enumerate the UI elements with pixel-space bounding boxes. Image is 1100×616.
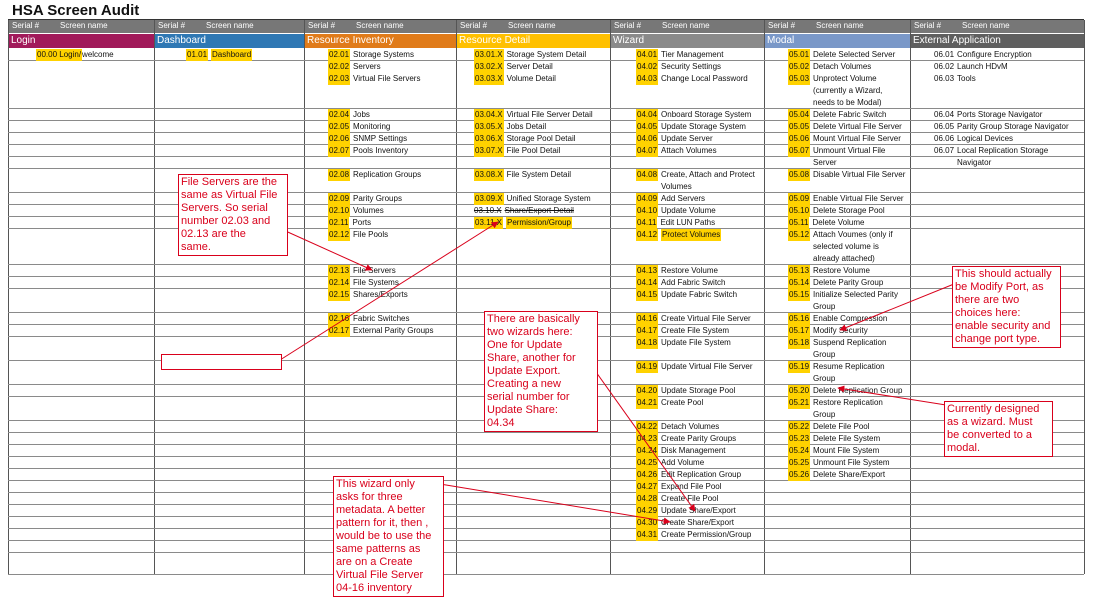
screen-name: Initialize Selected Parity Group <box>813 290 898 311</box>
page-title: HSA Screen Audit <box>12 2 140 19</box>
screen-name: File Systems <box>353 278 399 287</box>
serial-number: 04.19 <box>637 362 658 371</box>
serial-header-label: Serial # <box>158 21 186 30</box>
serial-number: 02.10 <box>329 206 350 215</box>
screen-name: Local Replication Storage Navigator <box>957 146 1049 167</box>
serial-number: 04.28 <box>637 494 658 503</box>
screen-name: Virtual File Server Detail <box>506 110 593 119</box>
annotation-empty-box <box>161 354 282 370</box>
arrow-three-metadata-to-0430 <box>440 484 670 522</box>
screen-name-header-label: Screen name <box>508 21 556 30</box>
screen-name: Configure Encryption <box>957 50 1032 59</box>
screen-name: File Pool Detail <box>506 146 561 155</box>
serial-number: 03.04.X <box>475 110 503 119</box>
section-label: Resource Inventory <box>307 35 394 46</box>
screen-name: Resume Replication Group <box>813 362 885 383</box>
serial-number: 04.13 <box>637 266 658 275</box>
serial-number: 04.12 <box>637 230 658 239</box>
serial-number: 05.21 <box>789 398 810 407</box>
serial-number: 03.10.X <box>474 206 502 215</box>
screen-name-header-label: Screen name <box>356 21 404 30</box>
serial-number: 02.15 <box>329 290 350 299</box>
serial-number: 05.03 <box>789 74 810 83</box>
screen-name: Enable Compression <box>813 314 888 323</box>
screen-name: Onboard Storage System <box>661 110 752 119</box>
screen-name: Jobs Detail <box>506 122 547 131</box>
serial-header-label: Serial # <box>768 21 796 30</box>
serial-number: 05.06 <box>789 134 810 143</box>
screen-name: Unmount Virtual File Server <box>813 146 886 167</box>
serial-number: 05.15 <box>789 290 810 299</box>
serial-number: 05.11 <box>789 218 809 227</box>
screen-name: Modify Security <box>813 326 868 335</box>
serial-number: 02.06 <box>329 134 350 143</box>
serial-number: 05.23 <box>789 434 810 443</box>
screen-name: Unified Storage System <box>506 194 591 203</box>
screen-name: Create Share/Export <box>661 518 734 527</box>
serial-number: 05.14 <box>789 278 810 287</box>
serial-number: 06.06 <box>934 134 955 143</box>
screen-name-header-label: Screen name <box>816 21 864 30</box>
serial-number: 04.10 <box>637 206 658 215</box>
serial-number: 02.05 <box>329 122 350 131</box>
screen-name: Update Volume <box>661 206 716 215</box>
serial-number: 04.27 <box>637 482 658 491</box>
serial-number: 04.26 <box>637 470 658 479</box>
serial-number: 00.00 Login/ <box>37 50 82 59</box>
screen-name: Replication Groups <box>353 170 422 179</box>
serial-number: 06.02 <box>934 62 955 71</box>
screen-name: Fabric Switches <box>353 314 410 323</box>
screen-name: Create Virtual File Server <box>661 314 751 323</box>
screen-name: Unmount File System <box>813 458 890 467</box>
serial-number: 03.08.X <box>475 170 503 179</box>
screen-name: Delete Fabric Switch <box>813 110 887 119</box>
serial-number: 05.09 <box>789 194 810 203</box>
screen-name: Disable Virtual File Server <box>813 170 906 179</box>
screen-name: welcome <box>82 50 114 59</box>
screen-name: Delete File System <box>813 434 881 443</box>
serial-number: 04.22 <box>637 422 658 431</box>
screen-name: Tools <box>957 74 976 83</box>
annotation-file-servers: File Servers are the same as Virtual File Servers. So serial number 02.03 and 02.13 are the same. <box>178 174 288 256</box>
serial-number: 02.11 <box>329 218 349 227</box>
screen-name: Monitoring <box>353 122 391 131</box>
screen-name: Delete Storage Pool <box>813 206 885 215</box>
section-label: External Application <box>913 35 1001 46</box>
screen-name-header-label: Screen name <box>206 21 254 30</box>
serial-number: 02.09 <box>329 194 350 203</box>
serial-number: 04.08 <box>637 170 658 179</box>
screen-name: Delete Parity Group <box>813 278 884 287</box>
serial-number: 04.24 <box>637 446 658 455</box>
screen-name: Parity Groups <box>353 194 402 203</box>
serial-number: 05.02 <box>789 62 810 71</box>
serial-number: 05.13 <box>789 266 810 275</box>
annotation-two-wizards: There are basically two wizards here: One for Update Share, another for Update Export. Creating a new serial number for Update Share: 04.34 <box>484 311 598 432</box>
serial-number: 05.08 <box>789 170 810 179</box>
serial-number: 05.26 <box>789 470 810 479</box>
screen-name-header-label: Screen name <box>962 21 1010 30</box>
screen-name: Detach Volumes <box>813 62 872 71</box>
serial-number: 06.03 <box>934 74 955 83</box>
screen-name: Pools Inventory <box>353 146 409 155</box>
screen-name: Attach Volumes <box>661 146 717 155</box>
serial-number: 03.06.X <box>475 134 503 143</box>
serial-number: 05.22 <box>789 422 810 431</box>
screen-name: Create Permission/Group <box>661 530 752 539</box>
screen-name: Add Servers <box>661 194 706 203</box>
screen-name: Delete Virtual File Server <box>813 122 902 131</box>
serial-number: 03.09.X <box>475 194 503 203</box>
annotation-currently-wizard: Currently designed as a wizard. Must be converted to a modal. <box>944 401 1053 457</box>
screen-name: Volume Detail <box>506 74 556 83</box>
screen-name: Update Share/Export <box>661 506 736 515</box>
arrow-modify-port-to-0517 <box>840 284 954 330</box>
serial-number: 04.31 <box>637 530 658 539</box>
screen-name: Detach Volumes <box>661 422 720 431</box>
serial-number: 02.17 <box>329 326 350 335</box>
screen-name: Create, Attach and Protect Volumes <box>661 170 755 191</box>
serial-number: 05.20 <box>789 386 810 395</box>
screen-name: File Servers <box>353 266 396 275</box>
serial-number: 03.01.X <box>475 50 503 59</box>
arrow-currently-wizard-to-0520 <box>838 388 946 405</box>
serial-number: 03.03.X <box>475 74 503 83</box>
screen-name: Update Virtual File Server <box>661 362 753 371</box>
screen-name: Restore Volume <box>661 266 718 275</box>
screen-name: Ports <box>352 218 372 227</box>
screen-name: Dashboard <box>212 50 252 59</box>
screen-name: Volumes <box>353 206 384 215</box>
screen-name: Edit Replication Group <box>661 470 742 479</box>
serial-number: 05.24 <box>789 446 810 455</box>
screen-name: Restore Volume <box>813 266 870 275</box>
screen-name: Mount Virtual File Server <box>813 134 901 143</box>
serial-number: 06.01 <box>934 50 955 59</box>
screen-name: Attach Voumes (only if selected volume is already attached) <box>813 230 893 263</box>
arrow-two-wizards-to-0429 <box>596 372 695 511</box>
screen-name: Create Pool <box>661 398 704 407</box>
serial-number: 02.12 <box>329 230 350 239</box>
annotation-three-metadata: This wizard only asks for three metadata. A better pattern for it, then , would be to use the same patterns as are on a Create Virtual File Server 04-16 inventory <box>333 476 444 597</box>
serial-header-label: Serial # <box>12 21 40 30</box>
serial-number: 04.30 <box>637 518 658 527</box>
screen-name: Update File System <box>661 338 731 347</box>
screen-name: Disk Management <box>661 446 726 455</box>
screen-name: Protect Volumes <box>662 230 721 239</box>
serial-number: 04.23 <box>637 434 658 443</box>
screen-name: Update Storage Pool <box>661 386 736 395</box>
screen-name: Update Fabric Switch <box>661 290 738 299</box>
serial-number: 04.02 <box>637 62 658 71</box>
screen-name: Permission/Group <box>506 218 572 227</box>
screen-name: Create File Pool <box>661 494 719 503</box>
screen-name: Add Volume <box>661 458 705 467</box>
screen-name: Suspend Replication Group <box>813 338 887 359</box>
serial-number: 05.17 <box>789 326 810 335</box>
serial-number: 05.19 <box>789 362 810 371</box>
serial-number: 04.04 <box>637 110 658 119</box>
screen-name: Storage Pool Detail <box>506 134 576 143</box>
serial-number: 05.07 <box>789 146 810 155</box>
screen-name: Mount File System <box>813 446 880 455</box>
screen-name: Expand File Pool <box>661 482 722 491</box>
serial-number: 02.14 <box>329 278 350 287</box>
serial-number: 04.09 <box>637 194 658 203</box>
serial-number: 03.05.X <box>475 122 503 131</box>
screen-name: Update Server <box>661 134 713 143</box>
section-label: Login <box>11 35 36 46</box>
section-label: Dashboard <box>157 35 206 46</box>
serial-number: 05.25 <box>789 458 810 467</box>
serial-number: 05.01 <box>789 50 810 59</box>
serial-number: 04.14 <box>637 278 658 287</box>
section-label: Wizard <box>613 35 645 46</box>
serial-header-label: Serial # <box>614 21 642 30</box>
screen-name: Delete File Pool <box>813 422 870 431</box>
screen-name: Storage System Detail <box>506 50 587 59</box>
screen-name-header-label: Screen name <box>60 21 108 30</box>
serial-number: 03.11.X <box>475 218 502 227</box>
serial-number: 02.07 <box>329 146 350 155</box>
screen-name: Server Detail <box>506 62 553 71</box>
screen-name: Virtual File Servers <box>353 74 421 83</box>
screen-name: Delete Share/Export <box>813 470 886 479</box>
serial-number: 04.05 <box>637 122 658 131</box>
screen-name: Logical Devices <box>957 134 1014 143</box>
screen-name: Tier Management <box>661 50 724 59</box>
screen-name: Edit LUN Paths <box>660 218 716 227</box>
serial-number: 04.20 <box>637 386 658 395</box>
serial-number: 04.16 <box>637 314 658 323</box>
serial-number: 04.17 <box>637 326 658 335</box>
serial-number: 05.12 <box>789 230 810 239</box>
screen-name: Delete Selected Server <box>813 50 896 59</box>
serial-number: 02.13 <box>329 266 350 275</box>
section-label: Resource Detail <box>459 35 531 46</box>
screen-name: Change Local Password <box>661 74 748 83</box>
annotation-modify-port: This should actually be Modify Port, as there are two choices here: enable security and change port type. <box>952 266 1061 348</box>
serial-number: 04.11 <box>637 218 657 227</box>
serial-number: 03.02.X <box>475 62 503 71</box>
serial-number: 05.05 <box>789 122 810 131</box>
serial-number: 06.04 <box>934 110 955 119</box>
screen-name: External Parity Groups <box>353 326 434 335</box>
screen-name: Security Settings <box>661 62 722 71</box>
serial-number: 04.01 <box>637 50 658 59</box>
serial-number: 04.25 <box>637 458 658 467</box>
screen-name: Launch HDvM <box>957 62 1008 71</box>
screen-name: Enable Virtual File Server <box>813 194 904 203</box>
section-label: Modal <box>767 35 795 46</box>
serial-number: 02.02 <box>329 62 350 71</box>
screen-name: Create File System <box>661 326 730 335</box>
screen-name: Delete Replication Group <box>813 386 903 395</box>
screen-name: Unprotect Volume (currently a Wizard, needs to be Modal) <box>813 74 883 107</box>
screen-name: Servers <box>353 62 381 71</box>
screen-name: Shares/Exports <box>353 290 408 299</box>
serial-number: 03.07.X <box>475 146 503 155</box>
serial-number: 04.15 <box>637 290 658 299</box>
serial-number: 01.01 <box>187 50 208 59</box>
arrow-empty-box-to-0311 <box>280 222 498 360</box>
serial-header-label: Serial # <box>460 21 488 30</box>
serial-number: 02.16 <box>329 314 350 323</box>
serial-number: 04.21 <box>637 398 658 407</box>
serial-number: 04.18 <box>637 338 658 347</box>
serial-number: 06.07 <box>934 146 955 155</box>
screen-name: Jobs <box>353 110 370 119</box>
serial-number: 02.03 <box>329 74 350 83</box>
serial-number: 04.03 <box>637 74 658 83</box>
serial-header-label: Serial # <box>308 21 336 30</box>
screen-name: Add Fabric Switch <box>661 278 726 287</box>
serial-number: 02.04 <box>329 110 350 119</box>
screen-name: File Pools <box>353 230 389 239</box>
screen-name: SNMP Settings <box>353 134 408 143</box>
screen-name: Create Parity Groups <box>661 434 737 443</box>
screen-name: Parity Group Storage Navigator <box>957 122 1069 131</box>
serial-number: 04.06 <box>637 134 658 143</box>
screen-name: Storage Systems <box>353 50 414 59</box>
serial-number: 04.07 <box>637 146 658 155</box>
serial-number: 05.16 <box>789 314 810 323</box>
screen-name: Delete Volume <box>812 218 865 227</box>
screen-name-header-label: Screen name <box>662 21 710 30</box>
serial-number: 05.18 <box>789 338 810 347</box>
serial-number: 04.29 <box>637 506 658 515</box>
serial-number: 02.01 <box>329 50 350 59</box>
screen-name: Update Storage System <box>661 122 746 131</box>
screen-name: Ports Storage Navigator <box>957 110 1043 119</box>
screen-name: Share/Export Detail <box>504 206 574 215</box>
screen-name: File System Detail <box>506 170 572 179</box>
serial-number: 05.10 <box>789 206 810 215</box>
serial-number: 05.04 <box>789 110 810 119</box>
serial-number: 02.08 <box>329 170 350 179</box>
screen-name: Restore Replication Group <box>813 398 883 419</box>
serial-header-label: Serial # <box>914 21 942 30</box>
serial-number: 06.05 <box>934 122 955 131</box>
